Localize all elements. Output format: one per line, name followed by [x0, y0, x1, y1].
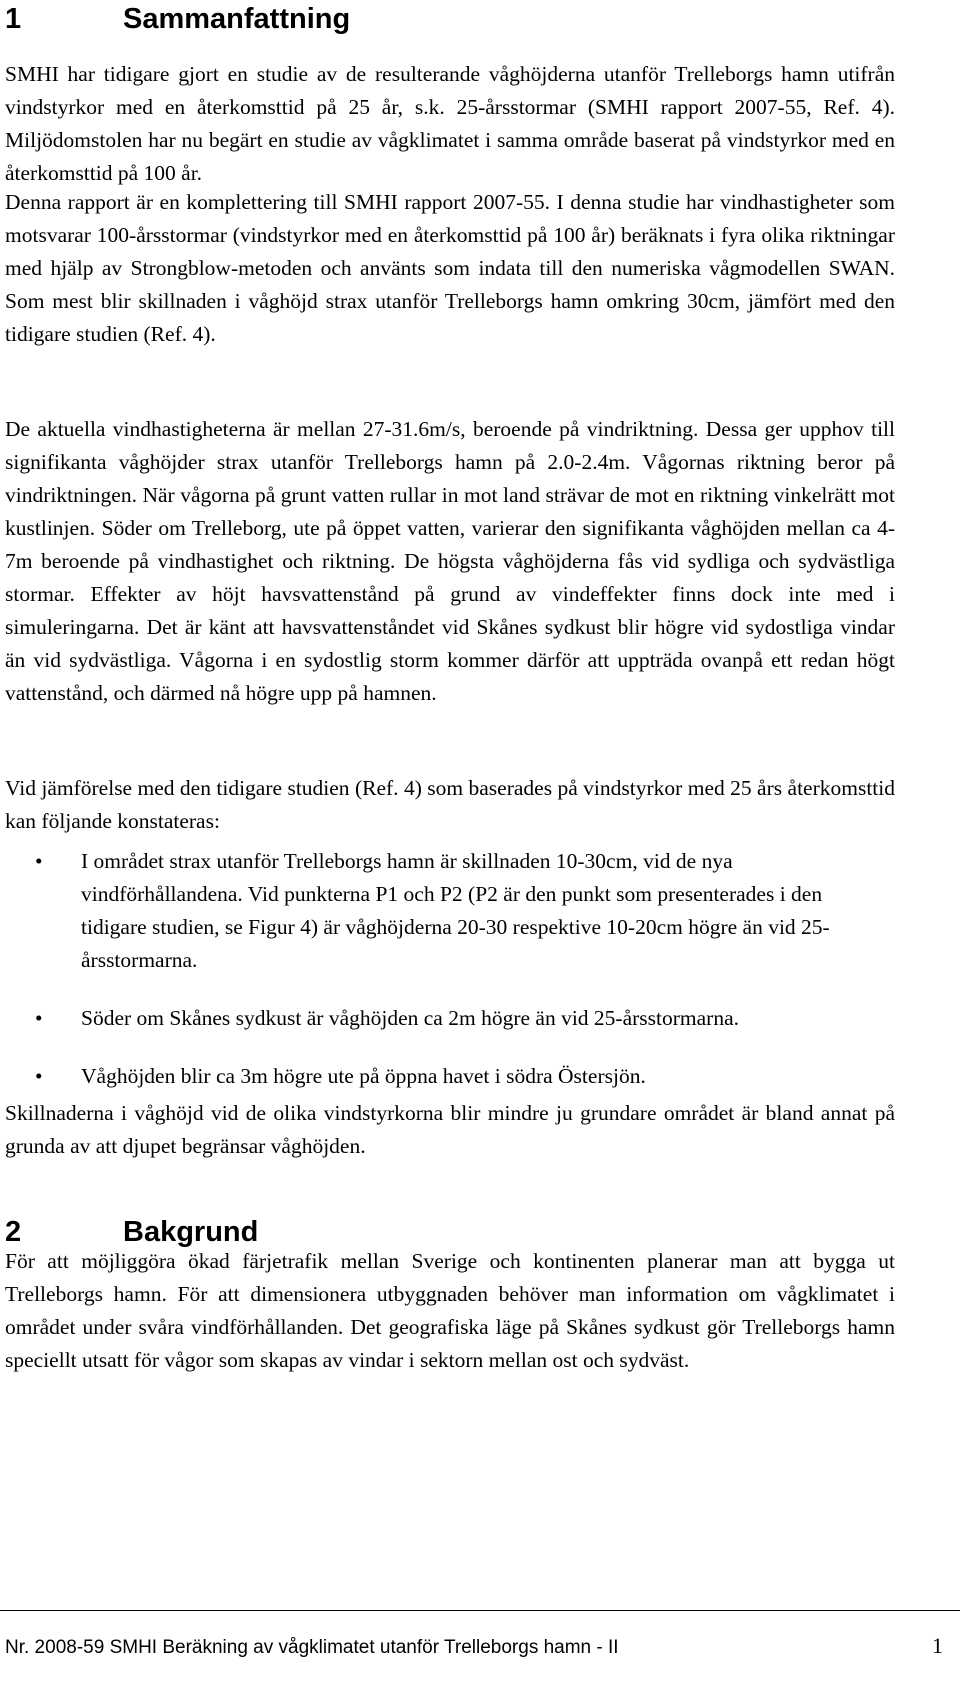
- section-number: 2: [5, 1216, 22, 1248]
- bullet-icon: •: [35, 849, 43, 873]
- list-item-text: Våghöjden blir ca 3m högre ute på öppna havet i södra Östersjön.: [81, 1064, 646, 1088]
- background-paragraph: För att möjliggöra ökad färjetrafik mellan Sverige och kontinenten planerar man att bygga ut Trelleborgs hamn. För att dimensionera utbyggnaden behöver man information om vågklimatet i området under svåra vindförhållanden. Det geografiska läge på Skånes sydkust gör Trelleborgs hamn speciellt utsatt för vågor som skapas av vindar i sektorn mellan ost och sydväst.: [5, 1249, 895, 1372]
- list-item-text: Söder om Skånes sydkust är våghöjden ca 2m högre än vid 25-årsstormarna.: [81, 1006, 739, 1030]
- bullet-icon: •: [35, 1064, 43, 1088]
- list-item: [5, 1002, 895, 1035]
- page-number: 1: [932, 1633, 943, 1658]
- list-item: [5, 1060, 895, 1093]
- bullet-icon: •: [35, 1006, 43, 1030]
- summary-closing-paragraph: Skillnaderna i våghöjd vid de olika vindstyrkorna blir mindre ju grundare området är bland annat på grunda av att djupet begränsar våghöjden.: [5, 1101, 895, 1158]
- footer-text: Nr. 2008-59 SMHI Beräkning av vågklimatet utanför Trelleborgs hamn - II: [5, 1637, 619, 1658]
- summary-paragraph-4: Vid jämförelse med den tidigare studien (Ref. 4) som baserades på vindstyrkor med 25 års återkomsttid kan följande konstateras:: [5, 776, 895, 833]
- summary-paragraph-2: Denna rapport är en komplettering till SMHI rapport 2007-55. I denna studie har vindhastigheter som motsvarar 100-årsstormar (vindstyrkor med en återkomsttid på 100 år) beräknats i fyra olika riktningar med hjälp av Strongblow-metoden och använts som indata till den numeriska vågmodellen SWAN. Som mest blir skillnaden i våghöjd strax utanför Trelleborgs hamn omkring 30cm, jämfört med den tidigare studien (Ref. 4).: [5, 190, 895, 346]
- findings-list: [5, 845, 895, 1093]
- section-title: Bakgrund: [123, 1216, 259, 1248]
- summary-paragraph-3: De aktuella vindhastigheterna är mellan 27-31.6m/s, beroende på vindriktning. Dessa ger upphov till signifikanta våghöjder strax utanför Trelleborgs hamn på 2.0-2.4m. Vågornas riktning beror på vindriktningen. När vågorna på grunt vatten rullar in mot land strävar de mot en riktning vinkelrätt mot kustlinjen. Söder om Trelleborg, ute på öppet vatten, varierar den signifikanta våghöjden mellan ca 4-7m beroende på vindhastighet och riktning. De högsta våghöjderna fås vid sydliga och sydvästliga stormar. Effekter av höjt havsvattenstånd på grund av vindeffekter finns dock inte med i simuleringarna. Det är känt att havsvattenståndet vid Skånes sydkust blir högre vid sydostliga vindar än vid sydvästliga. Vågorna i en sydostlig storm kommer därför att uppträda ovanpå ett redan högt vattenstånd, och därmed nå högre upp på hamnen.: [5, 417, 895, 705]
- section-title: Sammanfattning: [123, 3, 351, 35]
- page-footer: [5, 1633, 955, 1660]
- section-heading-bakgrund: [5, 1215, 258, 1249]
- list-item: [5, 845, 895, 977]
- footer-divider: [0, 1610, 960, 1611]
- summary-paragraph-1: SMHI har tidigare gjort en studie av de resulterande våghöjderna utanför Trelleborgs hamn utifrån vindstyrkor med en återkomsttid på 25 år, s.k. 25-årsstormar (SMHI rapport 2007-55, Ref. 4). Miljödomstolen har nu begärt en studie av vågklimatet i samma område baserat på vindstyrkor med en återkomsttid på 100 år.: [5, 62, 895, 185]
- section-number: 1: [5, 3, 22, 35]
- list-item-text: I området strax utanför Trelleborgs hamn är skillnaden 10-30cm, vid de nya vindförhållandena. Vid punkterna P1 och P2 (P2 är den punkt som presenterades i den tidigare studien, se Figur 4) är våghöjderna 20-30 respektive 10-20cm högre än vid 25-årsstormarna.: [81, 849, 830, 972]
- section-heading-sammanfattning: [5, 2, 350, 36]
